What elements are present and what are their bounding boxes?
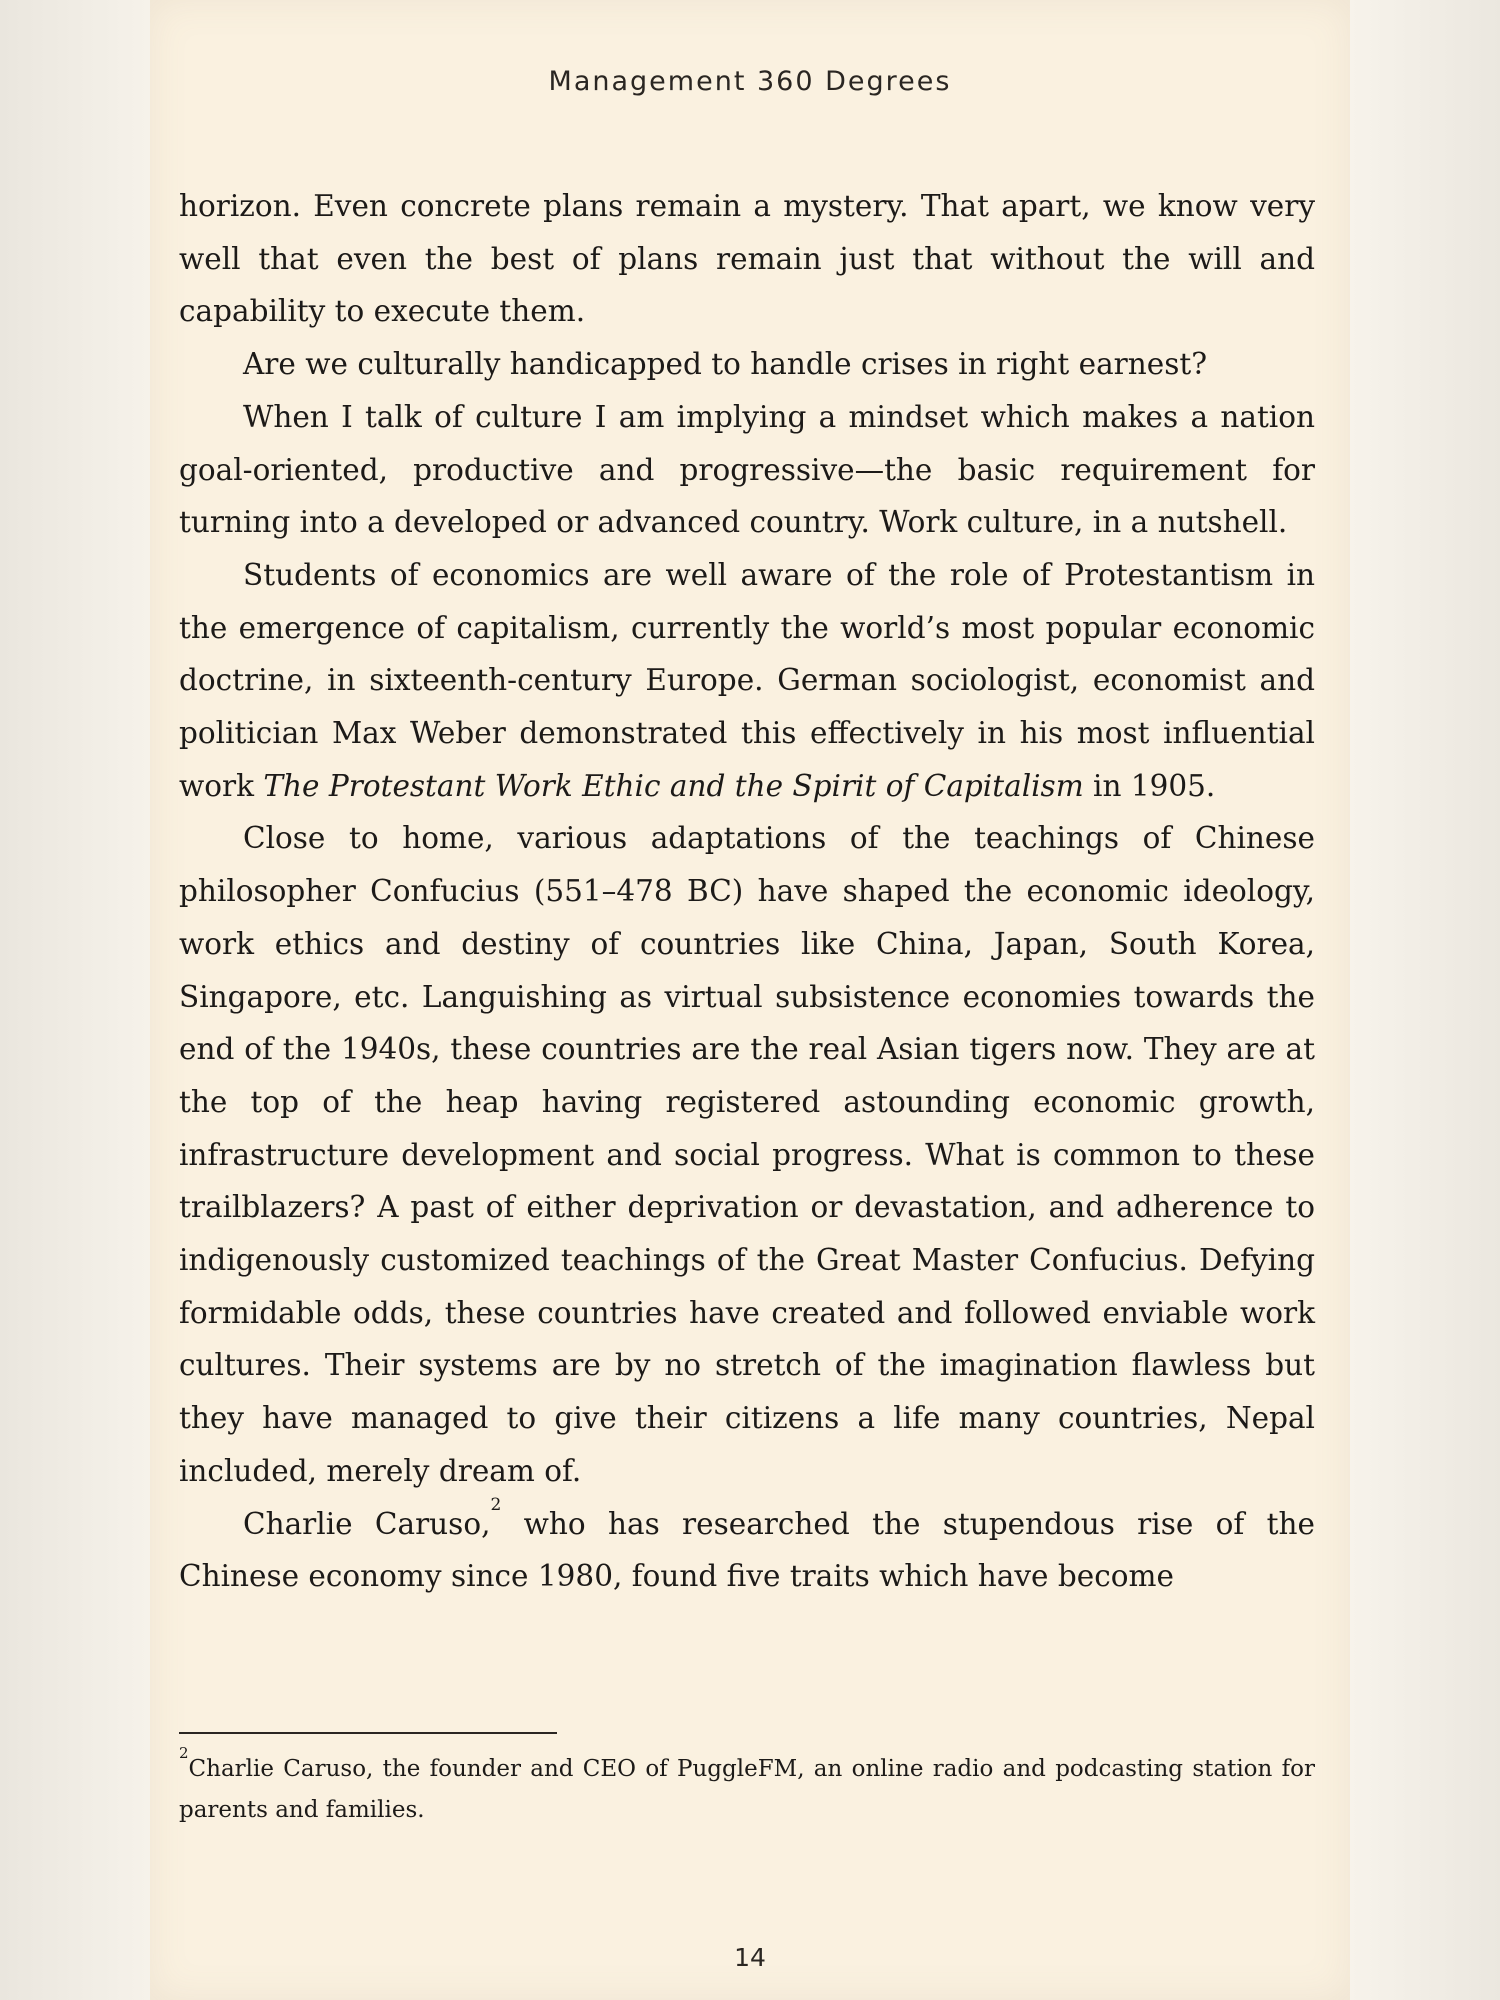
footnote	[179, 1744, 1315, 1831]
paragraph-6	[179, 1494, 1315, 1603]
footnote-mark: 2	[179, 1744, 189, 1763]
page-number: 14	[734, 1943, 766, 1972]
footnote-reference[interactable]: 2	[490, 1494, 502, 1515]
paragraph-4-text-a: Students of economics are well aware of the role of Protestantism in the emergence of capitalism, currently the world’s most popular economic doctrine, in sixteenth-century Europe. German sociologist, economist and politician Max Weber demonstrated this effectively in his most influential work	[179, 557, 1315, 803]
paragraph-2: Are we culturally handicapped to handle crises in right earnest?	[243, 347, 1208, 382]
book-title: The Protestant Work Ethic and the Spirit of Capitalism	[263, 768, 1084, 803]
paragraph-3: When I talk of culture I am implying a mindset which makes a nation goal-oriented, productive and progressive—the basic requirement for turning into a developed or advanced country. Work culture, in a nutshell.	[179, 399, 1315, 540]
running-header: Management 360 Degrees	[548, 66, 952, 97]
paragraph-6-text-a: Charlie Caruso,	[243, 1506, 491, 1541]
paragraph-4	[179, 549, 1315, 813]
paragraph-4-text-b: in 1905.	[1083, 768, 1216, 803]
paragraph-1: horizon. Even concrete plans remain a mystery. That apart, we know very well that even the best of plans remain just that without the will and capability to execute them.	[179, 189, 1315, 329]
footnote-divider	[179, 1732, 557, 1734]
paragraph-6-text-b: who has researched the stupendous rise of the Chinese economy since 1980, found five traits which have become	[179, 1506, 1315, 1594]
footnote-text: Charlie Caruso, the founder and CEO of PuggleFM, an online radio and podcasting station for parents and families.	[179, 1756, 1315, 1823]
body-text	[179, 180, 1315, 1603]
paragraph-5: Close to home, various adaptations of the teachings of Chinese philosopher Confucius (551–478 BC) have shaped the economic ideology, work ethics and destiny of countries like China, Japan, South Korea, Singapore, etc. Languishing as virtual subsistence economies towards the end of the 1940s, these countries are the real Asian tigers now. They are at the top of the heap having registered astounding economic growth, infrastructure development and social progress. What is common to these trailblazers? A past of either deprivation or devastation, and adherence to indigenously customized teachings of the Great Master Confucius. Defying formidable odds, these countries have created and followed enviable work cultures. Their systems are by no stretch of the imagination flawless but they have managed to give their citizens a life many countries, Nepal included, merely dream of.	[179, 821, 1315, 1488]
